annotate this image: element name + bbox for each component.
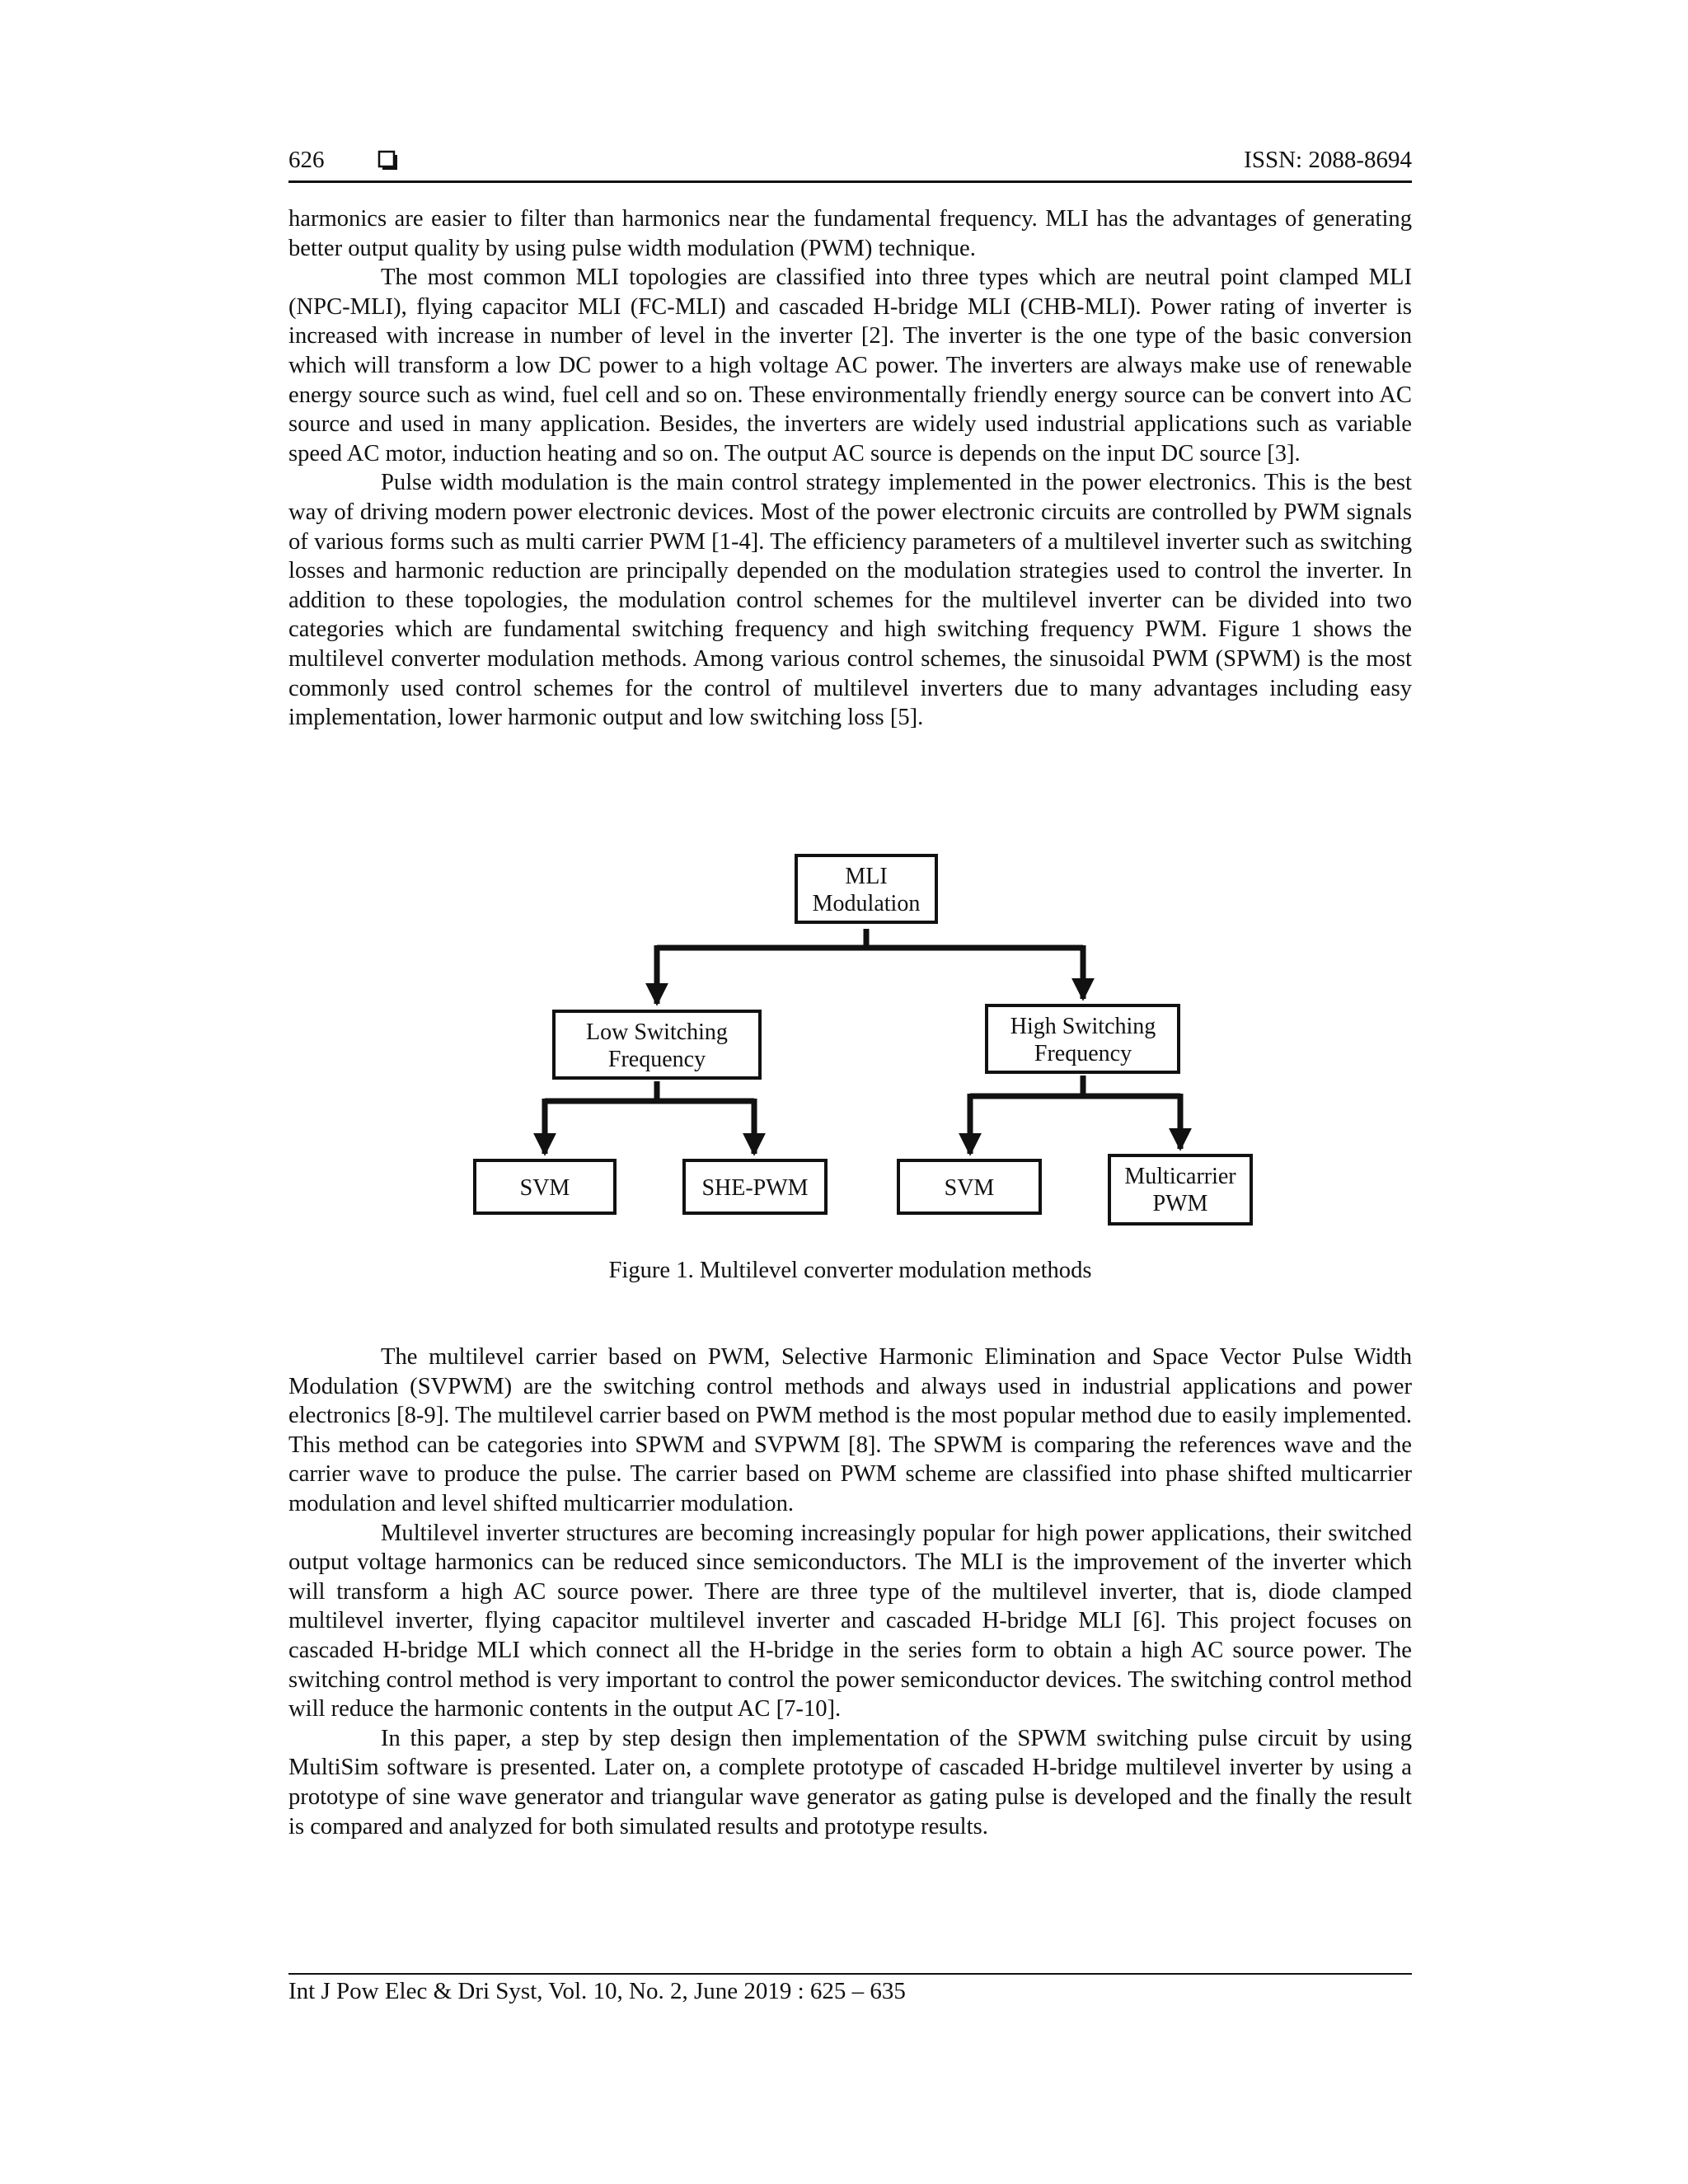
paragraph: harmonics are easier to filter than harmonics near the fundamental frequency. MLI has the advantages of generating better output quality by using pulse width modulation (PWM) technique. xyxy=(288,206,1412,261)
svg-text:High Switching: High Switching xyxy=(1010,1014,1156,1039)
figure-1 xyxy=(462,849,1269,1236)
paragraph: The most common MLI topologies are classified into three types which are neutral point clamped MLI (NPC-MLI), flying capacitor MLI (FC-MLI) and cascaded H-bridge MLI (CHB-MLI). Power rating of inverter is increased with increase in number of level in the inverter [2]. The inverter is the one type of the basic conversion which will transform a low DC power to a high voltage AC power. The inverters are always make use of renewable energy source such as wind, fuel cell and so on. These environmentally friendly energy source can be convert into AC source and used in many application. Besides, the inverters are widely used industrial applications such as variable speed AC motor, induction heating and so on. The output AC source is depends on the input DC source [3]. xyxy=(288,265,1412,466)
page-header xyxy=(288,145,1412,183)
node-mli-modulation xyxy=(796,855,936,922)
svg-text:SVM: SVM xyxy=(944,1175,995,1201)
modulation-diagram xyxy=(462,849,1269,1236)
figure-caption: Figure 1. Multilevel converter modulation methods xyxy=(608,1258,1092,1283)
svg-text:MLI: MLI xyxy=(845,864,888,889)
footer-citation: Int J Pow Elec & Dri Syst, Vol. 10, No. 2, June 2019 : 625 – 635 xyxy=(288,1978,906,2004)
node-multicarrier-pwm xyxy=(1109,1155,1251,1224)
svg-text:Frequency: Frequency xyxy=(607,1047,706,1072)
header-rule xyxy=(288,180,1412,183)
node-svm-high xyxy=(898,1160,1040,1213)
issn: ISSN: 2088-8694 xyxy=(1244,147,1412,173)
paragraph: The multilevel carrier based on PWM, Selective Harmonic Elimination and Space Vector Pulse Width Modulation (SVPWM) are the switching control methods and always used in industrial applications and power electronics [8-9]. The multilevel carrier based on PWM method is the most popular method due to easily implemented. This method can be categories into SPWM and SVPWM [8]. The SPWM is comparing the references wave and the carrier wave to produce the pulse. The carrier based on PWM scheme are classified into phase shifted multicarrier modulation and level shifted multicarrier modulation. xyxy=(288,1344,1412,1516)
footer-rule xyxy=(288,1973,1412,1975)
paragraph: In this paper, a step by step design then implementation of the SPWM switching pulse circuit by using MultiSim software is presented. Later on, a complete prototype of cascaded H-bridge multilevel inverter by using a prototype of sine wave generator and triangular wave generator as gating pulse is developed and the finally the result is compared and analyzed for both simulated results and prototype results. xyxy=(288,1725,1412,1840)
svg-text:Multicarrier: Multicarrier xyxy=(1124,1164,1236,1189)
page-number: 626 xyxy=(288,147,325,173)
node-svm-low xyxy=(475,1160,615,1213)
body-text-top xyxy=(288,204,1412,733)
svg-text:Low Switching: Low Switching xyxy=(586,1019,728,1045)
svg-text:Frequency: Frequency xyxy=(1034,1041,1132,1066)
svg-text:SVM: SVM xyxy=(519,1175,570,1201)
node-high-switching-frequency xyxy=(987,1005,1179,1072)
svg-text:Modulation: Modulation xyxy=(812,891,921,916)
node-she-pwm xyxy=(684,1160,826,1213)
svg-text:PWM: PWM xyxy=(1152,1191,1208,1216)
node-low-switching-frequency xyxy=(554,1011,760,1078)
svg-text:SHE-PWM: SHE-PWM xyxy=(701,1175,809,1201)
box-icon xyxy=(377,150,399,171)
paragraph: Multilevel inverter structures are becoming increasingly popular for high power applications, their switched output voltage harmonics can be reduced since semiconductors. The MLI is the improvement of the inverter which will transform a high AC source power. There are three type of the multilevel inverter, that is, diode clamped multilevel inverter, flying capacitor multilevel inverter and cascaded H-bridge MLI [6]. This project focuses on cascaded H-bridge MLI which connect all the H-bridge in the series form to obtain a high AC source power. The switching control method is very important to control the power semiconductor devices. The switching control method will reduce the harmonic contents in the output AC [7-10]. xyxy=(288,1520,1412,1722)
body-text-bottom xyxy=(288,1343,1412,1841)
paragraph: Pulse width modulation is the main control strategy implemented in the power electronics. This is the best way of driving modern power electronic devices. Most of the power electronic circuits are controlled by PWM signals of various forms such as multi carrier PWM [1-4]. The efficiency parameters of a multilevel inverter such as switching losses and harmonic reduction are principally depended on the modulation strategies used to control the inverter. In addition to these topologies, the modulation control schemes for the multilevel inverter can be divided into two categories which are fundamental switching frequency and high switching frequency PWM. Figure 1 shows the multilevel converter modulation methods. Among various control schemes, the sinusoidal PWM (SPWM) is the most commonly used control schemes for the control of multilevel inverters due to many advantages including easy implementation, lower harmonic output and low switching loss [5]. xyxy=(288,470,1412,731)
